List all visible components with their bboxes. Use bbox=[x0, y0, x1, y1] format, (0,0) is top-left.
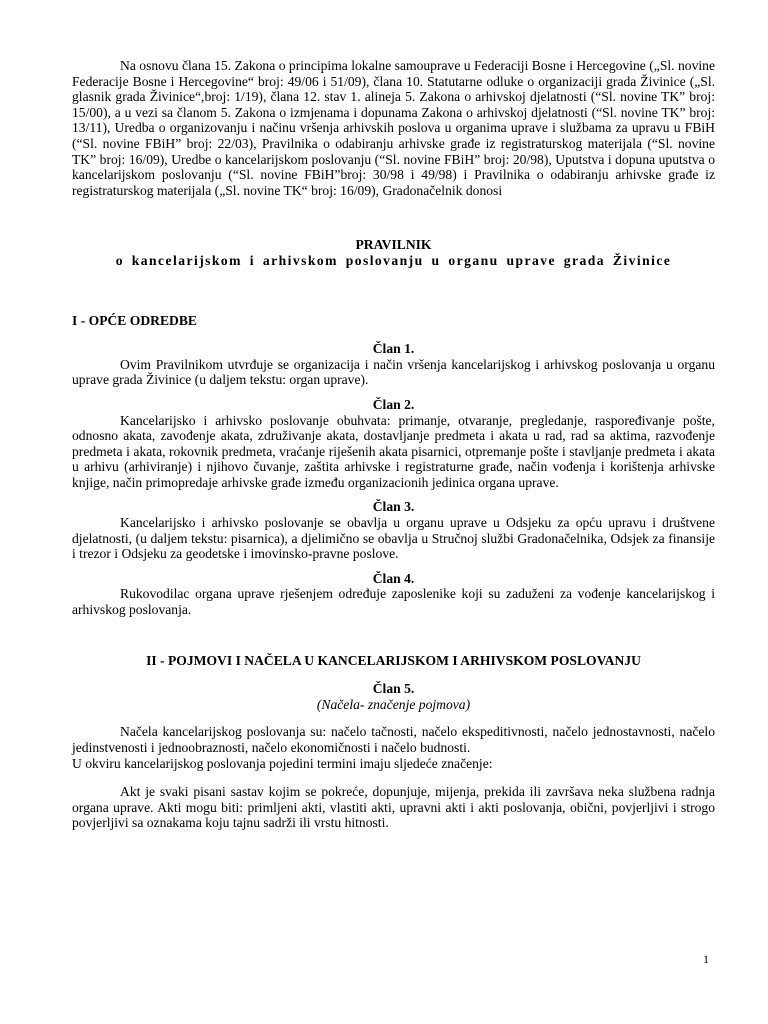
article-4-text: Rukovodilac organa uprave rješenjem određuje zaposlenike koji su zaduženi za vođenje kancelarijskog i arhivskog poslovanja. bbox=[72, 586, 715, 618]
preamble-paragraph: Na osnovu člana 15. Zakona o principima lokalne samouprave u Federaciji Bosne i Hercegovine („Sl. novine Federacije Bosne i Hercegovine“ broj: 49/06 i 51/09), člana 10. Statutarne odluke o organizaciji grada Živinice („Sl. glasnik grada Živinice“,broj: 1/19), člana 12. stav 1. alineja 5. Zakona o arhivskoj djelatnosti (“Sl. novine TK” broj: 15/00), a u vezi sa članom 5. Zakona o izmjenama i dopunama Zakona o arhivskoj djelatnosti (“Sl. novine TK” broj: 13/11), Uredba o organizovanju i načinu vršenja arhivskih poslova u organima uprave i službama za upravu u FBiH (“Sl. novine FBiH” broj: 22/03), Pravilnika o odabiranju arhivske građe iz registraturskog materijala (“Sl. novine TK” broj: 16/09), Uredbe o kancelarijskom poslovanju (“Sl. novine FBiH” broj: 20/98), Uputstva i dopuna uputstva o kancelarijskom poslovanju (“Sl. novine FBiH”broj: 30/98 i 49/98) i Pravilnika o odabiranju arhivske građe iz registraturskog materijala („Sl. novine TK“ broj: 16/09), Gradonačelnik donosi bbox=[72, 58, 715, 198]
article-5-subheading: (Načela- značenje pojmova) bbox=[316, 696, 471, 712]
article-1-text: Ovim Pravilnikom utvrđuje se organizacija i način vršenja kancelarijskog i arhivskog poslovanja u organu uprave grada Živinice (u daljem tekstu: organ uprave). bbox=[72, 356, 715, 388]
section-heading-concepts: II - POJMOVI I NAČELA U KANCELARIJSKOM I ARHIVSKOM POSLOVANJU bbox=[146, 652, 641, 668]
article-4-heading: Član 4. bbox=[372, 570, 415, 586]
article-5-para-act: Akt je svaki pisani sastav kojim se pokreće, dopunjuje, mijenja, prekida ili završava neka službena radnja organa uprave. Akti mogu biti: primljeni akti, vlastiti akti, upravni akti i akti poslovanja, obični, povjerljivi i strogo povjerljivi sa oznakama koju tajnu sadrži ili vrstu hitnosti. bbox=[72, 784, 715, 831]
document-page bbox=[72, 58, 715, 831]
article-3-heading: Član 3. bbox=[372, 499, 415, 515]
article-1-heading: Član 1. bbox=[372, 341, 415, 357]
article-5-heading: Član 5. bbox=[372, 681, 415, 697]
section-heading-general: I - OPĆE ODREDBE bbox=[72, 312, 197, 328]
article-2-heading: Član 2. bbox=[372, 396, 415, 412]
article-5-para-terms: U okviru kancelarijskog poslovanja pojedini termini imaju sljedeće značenje: bbox=[72, 755, 493, 771]
article-5-para-principles: Načela kancelarijskog poslovanja su: načelo tačnosti, načelo ekspeditivnosti, načelo jednostavnosti, načelo jedinstvenosti i jednoobraznosti, načelo ekonomičnosti i načelo budnosti. bbox=[72, 724, 715, 755]
article-3-text: Kancelarijsko i arhivsko poslovanje se obavlja u organu uprave u Odsjeku za opću upravu i društvene djelatnosti, (u daljem tekstu: pisarnica), a djelimično se obavlja u Stručnoj službi Gradonačelnika, Odsjek za finansije i trezor i Odsjeku za geodetske i imovinsko-pravne poslove. bbox=[72, 515, 715, 562]
document-title: PRAVILNIK bbox=[355, 237, 432, 253]
page-number: 1 bbox=[703, 952, 709, 966]
article-2-text: Kancelarijsko i arhivsko poslovanje obuhvata: primanje, otvaranje, pregledanje, raspoređivanje pošte, odnosno akata, zavođenje akata, združivanje akata, dostavljanje predmeta i akata u rad, rad sa aktima, razvođenje predmeta i akata, rokovnik predmeta, vraćanje riješenih akata pisarnici, otpremanje pošte i stavljanje predmeta i akata u arhivu (arhiviranje) i njihovo čuvanje, zaštita arhivske i registraturne građe, način vođenja i korištenja arhivske knjige, način primopredaje arhivske građe između organizacionih jedinica organa uprave. bbox=[72, 412, 715, 490]
document-subtitle: o kancelarijskom i arhivskom poslovanju u organu uprave grada Živinice bbox=[115, 252, 672, 268]
